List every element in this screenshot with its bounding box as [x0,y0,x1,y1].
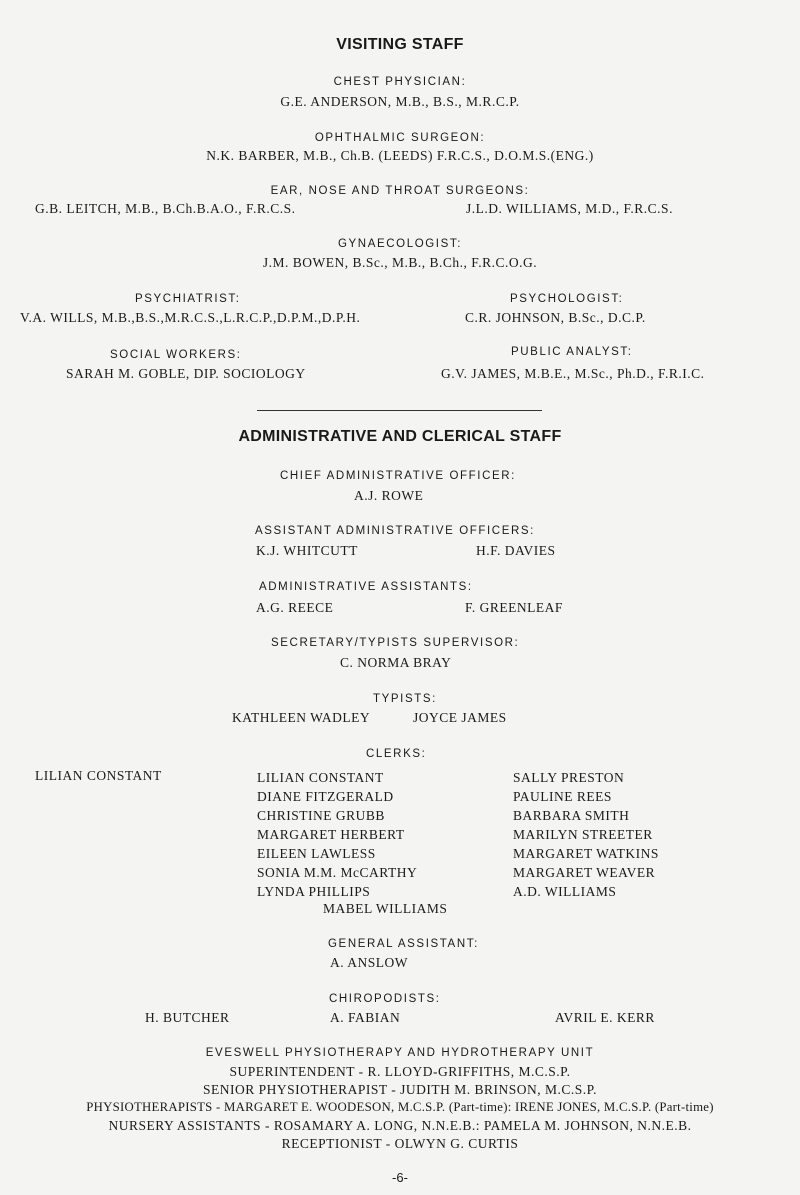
chiropodists-label: CHIROPODISTS: [329,993,441,1005]
list-item: PAULINE REES [513,789,612,804]
psychologist-label: PSYCHOLOGIST: [510,293,624,305]
social-workers-label: SOCIAL WORKERS: [110,349,242,361]
list-item: MARGARET WEAVER [513,865,656,880]
typist-1: KATHLEEN WADLEY [232,710,371,725]
eveswell-physiotherapists: PHYSIOTHERAPISTS - MARGARET E. WOODESON, M.C.S.P. (Part-time): IRENE JONES, M.C.S.P. (Part-time) [86,1100,714,1114]
list-item: MARILYN STREETER [513,827,653,842]
general-assistant-name: A. ANSLOW [330,955,408,970]
clerks-column-2 [513,768,659,901]
ent-surgeons-label: EAR, NOSE AND THROAT SURGEONS: [270,185,530,197]
chief-admin-officer-name: A.J. ROWE [354,488,424,503]
ent-surgeon-name-2: J.L.D. WILLIAMS, M.D., F.R.C.S. [466,201,673,216]
list-item: MARGARET HERBERT [257,827,405,842]
eveswell-receptionist: RECEPTIONIST - OLWYN G. CURTIS [281,1136,519,1151]
ophthalmic-surgeon-label: OPHTHALMIC SURGEON: [314,132,486,144]
psychologist-name: C.R. JOHNSON, B.Sc., D.C.P. [465,310,646,325]
clerk-left: LILIAN CONSTANT [35,768,162,783]
psychiatrist-name: V.A. WILLS, M.B.,B.S.,M.R.C.S.,L.R.C.P.,D.P.M.,D.P.H. [20,310,361,325]
gynaecologist-label: GYNAECOLOGIST: [337,238,462,250]
social-worker-name: SARAH M. GOBLE, DIP. SOCIOLOGY [66,366,306,381]
clerks-label: CLERKS: [366,748,427,760]
page-number: -6- [392,1170,408,1185]
list-item: A.D. WILLIAMS [513,884,617,899]
list-item: SALLY PRESTON [513,770,625,785]
chest-physician-label: CHEST PHYSICIAN: [333,76,467,88]
administrative-staff-heading: ADMINISTRATIVE AND CLERICAL STAFF [238,428,562,445]
public-analyst-name: G.V. JAMES, M.B.E., M.Sc., Ph.D., F.R.I.C. [441,366,705,381]
clerks-column-1 [257,768,417,901]
ophthalmic-surgeon-name: N.K. BARBER, M.B., Ch.B. (LEEDS) F.R.C.S., D.O.M.S.(ENG.) [206,148,594,163]
admin-assistants-label: ADMINISTRATIVE ASSISTANTS: [259,581,473,593]
clerk-last: MABEL WILLIAMS [323,901,448,916]
public-analyst-label: PUBLIC ANALYST: [511,346,633,358]
list-item: BARBARA SMITH [513,808,630,823]
list-item: LYNDA PHILLIPS [257,884,371,899]
assistant-admin-officer-1: K.J. WHITCUTT [256,543,358,558]
chiropodist-3: AVRIL E. KERR [555,1010,655,1025]
eveswell-unit-heading: EVESWELL PHYSIOTHERAPY AND HYDROTHERAPY UNIT [205,1047,595,1059]
psychiatrist-label: PSYCHIATRIST: [135,293,241,305]
general-assistant-label: GENERAL ASSISTANT: [328,938,479,950]
gynaecologist-name: J.M. BOWEN, B.Sc., M.B., B.Ch., F.R.C.O.G. [262,255,538,270]
chiropodist-2: A. FABIAN [330,1010,401,1025]
admin-assistant-2: F. GREENLEAF [465,600,563,615]
list-item: EILEEN LAWLESS [257,846,376,861]
section-divider [257,410,542,411]
list-item: MARGARET WATKINS [513,846,659,861]
eveswell-superintendent: SUPERINTENDENT - R. LLOYD-GRIFFITHS, M.C.S.P. [229,1064,571,1079]
typists-label: TYPISTS: [373,693,437,705]
eveswell-nursery-assistants: NURSERY ASSISTANTS - ROSAMARY A. LONG, N.N.E.B.: PAMELA M. JOHNSON, N.N.E.B. [108,1118,692,1133]
ent-surgeon-name-1: G.B. LEITCH, M.B., B.Ch.B.A.O., F.R.C.S. [35,201,296,216]
admin-assistant-1: A.G. REECE [256,600,334,615]
eveswell-senior-physio: SENIOR PHYSIOTHERAPIST - JUDITH M. BRINSON, M.C.S.P. [202,1082,598,1097]
typists-supervisor-label: SECRETARY/TYPISTS SUPERVISOR: [271,637,520,649]
chief-admin-officer-label: CHIEF ADMINISTRATIVE OFFICER: [280,470,516,482]
chest-physician-name: G.E. ANDERSON, M.B., B.S., M.R.C.P. [280,94,520,109]
chiropodist-1: H. BUTCHER [145,1010,230,1025]
list-item: DIANE FITZGERALD [257,789,394,804]
visiting-staff-heading: VISITING STAFF [336,36,464,53]
typist-2: JOYCE JAMES [413,710,507,725]
list-item: SONIA M.M. McCARTHY [257,865,418,880]
list-item: CHRISTINE GRUBB [257,808,385,823]
typists-supervisor-name: C. NORMA BRAY [340,655,452,670]
list-item: LILIAN CONSTANT [257,770,384,785]
assistant-admin-officers-label: ASSISTANT ADMINISTRATIVE OFFICERS: [255,525,535,537]
assistant-admin-officer-2: H.F. DAVIES [476,543,556,558]
